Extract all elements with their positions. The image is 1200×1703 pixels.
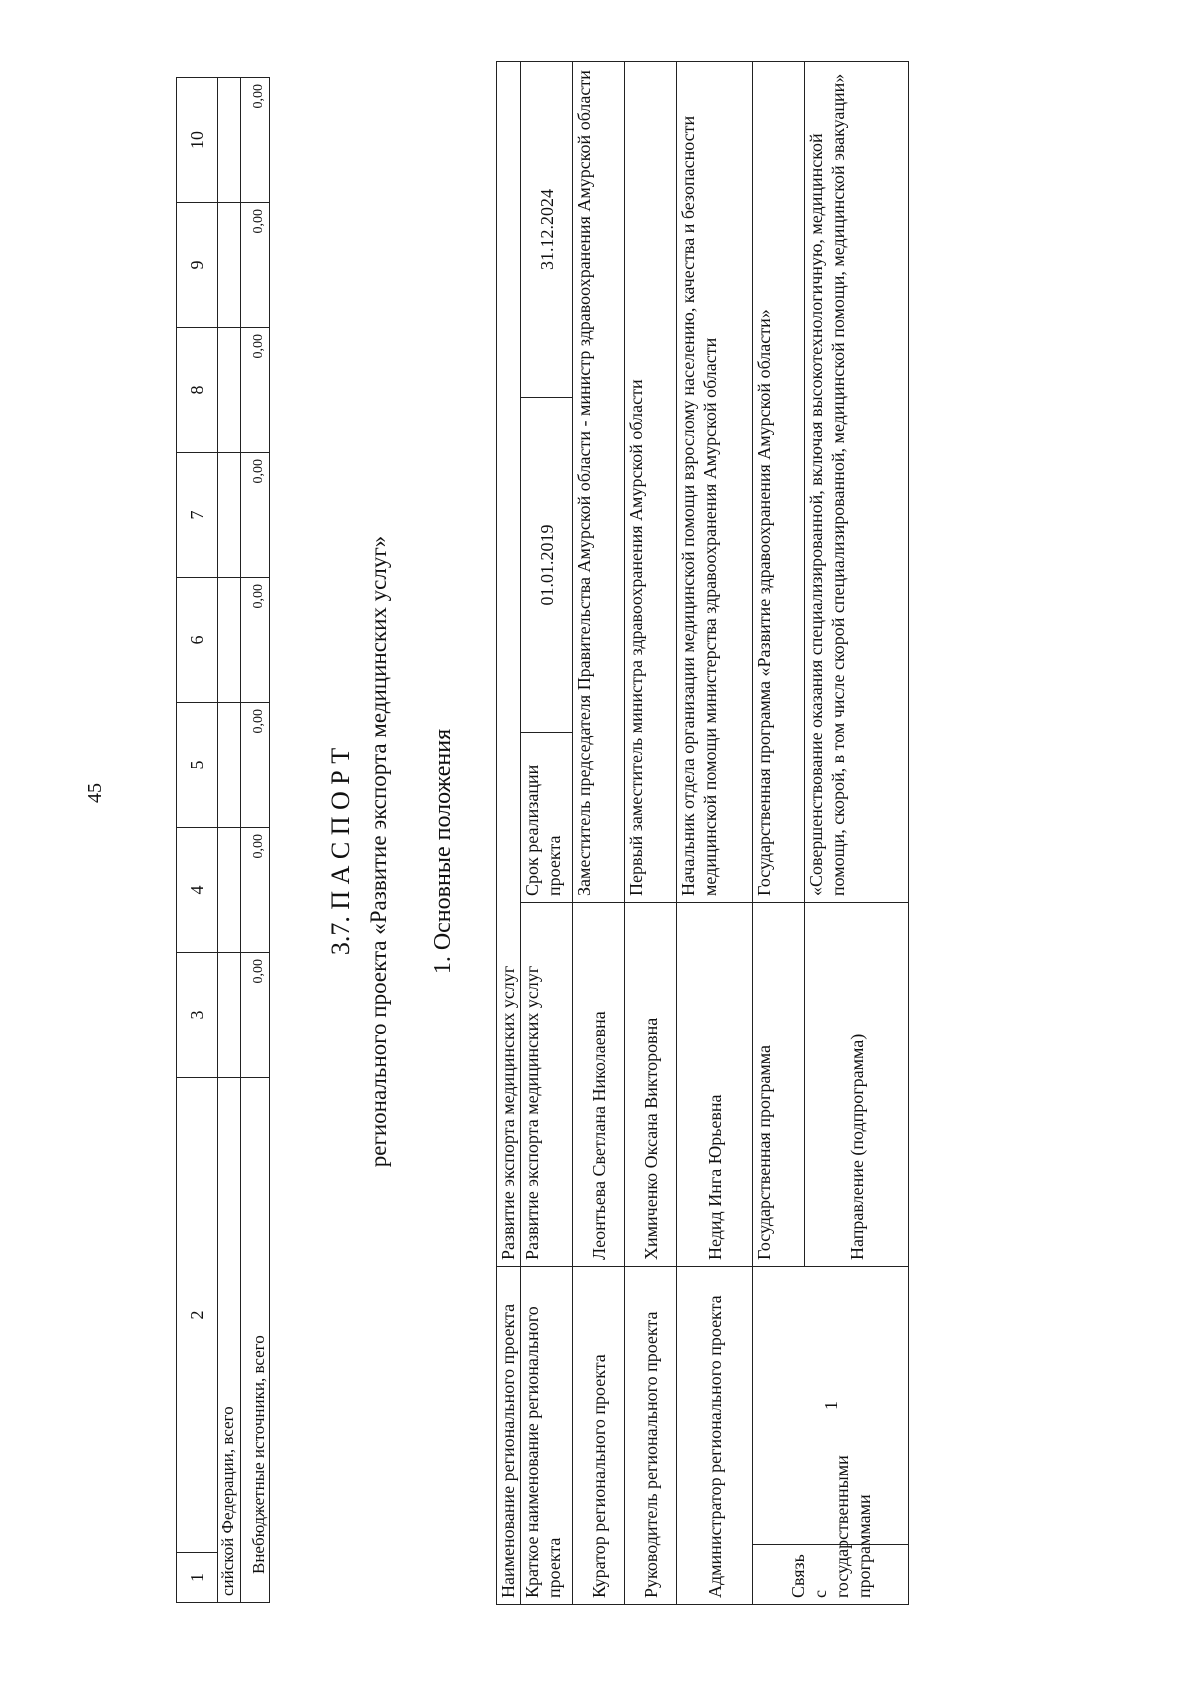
name-value: Развитие экспорта медицинских услуг	[497, 61, 521, 1266]
finance-row-label: Внебюджетные источники, всего	[241, 1078, 270, 1603]
table-row	[218, 78, 241, 1603]
finance-header-cell: 1	[177, 1553, 218, 1603]
finance-cell: 0,00	[241, 953, 270, 1078]
passport-table	[496, 61, 909, 1605]
term-label: Срок реализации проекта	[521, 732, 573, 902]
gp-label: Государственная программа	[753, 902, 805, 1266]
name-label: Наименование регионального проекта	[497, 1266, 521, 1604]
finance-cell	[218, 328, 241, 453]
head-label: Руководитель регионального проекта	[625, 1266, 677, 1604]
passport-subtitle: регионального проекта «Развитие экспорта медицинских услуг»	[366, 535, 391, 1168]
gp-value: Государственная программа «Развитие здравоохранения Амурской области»	[753, 61, 805, 902]
subprogram-label: Направление (подпрограмма)	[805, 902, 909, 1266]
link-label: Связь с государственными программами	[753, 1545, 909, 1605]
finance-cell: 0,00	[241, 78, 270, 203]
passport-word: П А С П О Р Т	[326, 747, 355, 910]
table-row	[753, 61, 805, 1604]
finance-cell	[218, 703, 241, 828]
finance-table	[176, 77, 270, 1603]
head-name: Химиченко Оксана Викторовна	[625, 902, 677, 1266]
subprogram-value: «Совершенствование оказания специализированной, включая высокотехнологичную, медицинской помощи, скорой, в том числе скорой специализированной, медицинской помощи, медицинской эвакуации»	[805, 61, 909, 902]
table-row	[241, 78, 270, 1603]
finance-cell	[218, 953, 241, 1078]
term-start: 01.01.2019	[521, 397, 573, 732]
admin-name: Недид Инга Юрьевна	[677, 902, 753, 1266]
page-number: 45	[84, 783, 106, 803]
table-row	[625, 61, 677, 1604]
admin-label: Администратор регионального проекта	[677, 1266, 753, 1604]
link-number: 1	[753, 1266, 909, 1544]
section-number: 3.7.	[326, 916, 355, 956]
table-row	[573, 61, 625, 1604]
table-row	[677, 61, 753, 1604]
finance-cell	[218, 578, 241, 703]
finance-header-cell: 8	[177, 328, 218, 453]
admin-position: Начальник отдела организации медицинской помощи взрослому населению, качества и безопасности медицинской помощи министерства здравоохранения Амурской области	[677, 61, 753, 902]
curator-label: Куратор регионального проекта	[573, 1266, 625, 1604]
passport-title	[326, 0, 356, 1703]
finance-header-cell: 3	[177, 953, 218, 1078]
finance-header-cell: 5	[177, 703, 218, 828]
finance-header-cell: 6	[177, 578, 218, 703]
short-name-value: Развитие экспорта медицинских услуг	[521, 902, 573, 1266]
finance-header-cell: 4	[177, 828, 218, 953]
term-end: 31.12.2024	[521, 61, 573, 397]
finance-cell	[218, 78, 241, 203]
finance-header-cell: 7	[177, 453, 218, 578]
finance-header-cell: 9	[177, 203, 218, 328]
section-heading: 1. Основные положения	[430, 728, 456, 975]
finance-cell: 0,00	[241, 453, 270, 578]
finance-cell	[218, 453, 241, 578]
finance-cell: 0,00	[241, 328, 270, 453]
finance-cell	[218, 828, 241, 953]
finance-cell: 0,00	[241, 828, 270, 953]
head-position: Первый заместитель министра здравоохранения Амурской области	[625, 61, 677, 902]
finance-cell	[218, 203, 241, 328]
finance-cell: 0,00	[241, 578, 270, 703]
finance-row-label: сийской Федерации, всего	[218, 1078, 241, 1603]
finance-cell: 0,00	[241, 203, 270, 328]
table-row	[497, 61, 521, 1604]
curator-name: Леонтьева Светлана Николаевна	[573, 902, 625, 1266]
finance-cell: 0,00	[241, 703, 270, 828]
finance-header-cell: 2	[177, 1078, 218, 1553]
finance-header-cell: 10	[177, 78, 218, 203]
curator-position: Заместитель председателя Правительства Амурской области - министр здравоохранения Амурской области	[573, 61, 625, 902]
finance-header-row	[177, 78, 218, 1603]
table-row	[521, 61, 573, 1604]
short-name-label: Краткое наименование регионального проекта	[521, 1266, 573, 1604]
